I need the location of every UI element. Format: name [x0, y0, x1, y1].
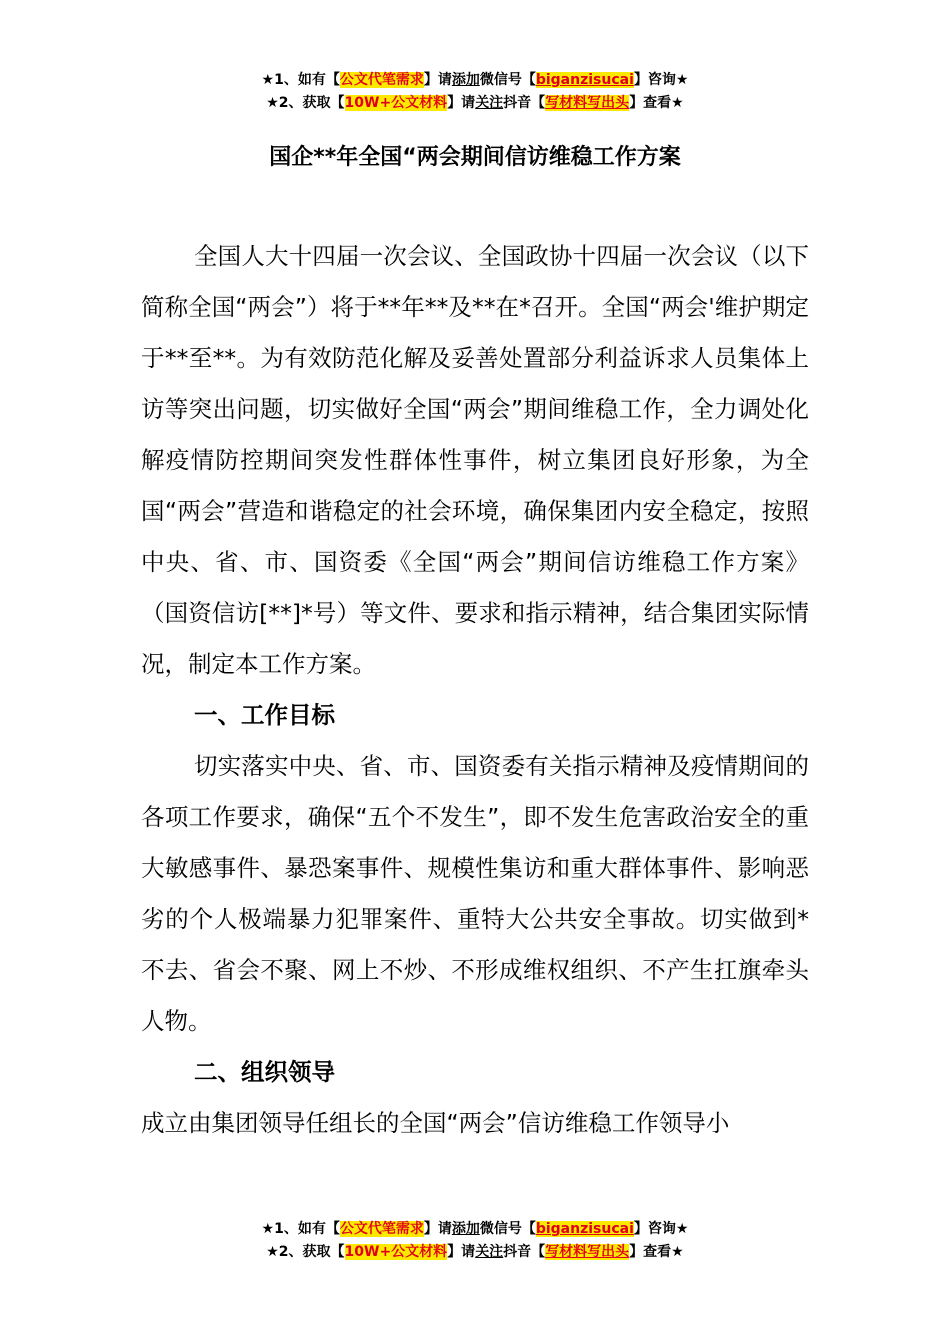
promo-underline-text: 添加	[451, 72, 480, 88]
promo-text: 】查看★	[629, 95, 684, 111]
heading-organization: 二、组织领导	[194, 1058, 335, 1086]
promo-text: ★2、获取【	[266, 95, 345, 111]
promo-text: 】请	[423, 72, 452, 88]
paragraph-intro: 全国人大十四届一次会议、全国政协十四届一次会议（以下简称全国“两会”）将于**年**及**在*召开。全国“两会'维护期定于**至**。为有效防范化解及妥善处置部分利益诉求人员集体上访等突出问题，切实做好全国“两会”期间维稳工作，全力调处化解疫情防控期间突发性群体性事件，树立集团良好形象，为全国“两会”营造和谐稳定的社会环境，确保集团内安全稳定，按照中央、省、市、国资委《全国“两会”期间信访维稳工作方案》（国资信访[**]*号）等文件、要求和指示精神，结合集团实际情况，制定本工作方案。	[141, 242, 809, 678]
promo-highlight: 公文代笔需求	[339, 72, 424, 88]
promo-highlight: 10W+公文材料	[344, 1244, 448, 1260]
promo-text: 抖音【	[503, 95, 546, 111]
promo-text: 】咨询★	[633, 72, 689, 88]
promo-text: ★1、如有【	[261, 72, 340, 88]
promo-banner-bottom	[0, 1218, 950, 1264]
paragraph-organization: 成立由集团领导任组长的全国“两会”信访维稳工作领导小	[141, 1109, 730, 1137]
promo-text: 】咨询★	[633, 1221, 689, 1237]
promo-douyin-id[interactable]: 写材料写出头	[545, 95, 630, 111]
promo-highlight: 公文代笔需求	[339, 1221, 424, 1237]
promo-text: 】请	[447, 1244, 476, 1260]
document-body	[141, 231, 809, 1149]
promo-text: 微信号【	[479, 72, 536, 88]
promo-text: 】请	[447, 95, 476, 111]
heading-work-goals: 一、工作目标	[194, 701, 335, 729]
promo-underline-text: 添加	[451, 1221, 480, 1237]
promo-line-2	[0, 1241, 950, 1264]
promo-line-1	[0, 69, 950, 92]
promo-banner-top	[0, 69, 950, 115]
promo-wechat-id[interactable]: biganzisucai	[535, 1221, 634, 1237]
promo-text: ★2、获取【	[266, 1244, 345, 1260]
paragraph-work-goals: 切实落实中央、省、市、国资委有关指示精神及疫情期间的各项工作要求，确保“五个不发生”，即不发生危害政治安全的重大敏感事件、暴恐案事件、规模性集访和重大群体事件、影响恶劣的个人极端暴力犯罪案件、重特大公共安全事故。切实做到*不去、省会不聚、网上不炒、不形成维权组织、不产生扛旗牵头人物。	[141, 752, 809, 1035]
promo-underline-text: 关注	[475, 95, 504, 111]
promo-highlight: 10W+公文材料	[344, 95, 448, 111]
promo-douyin-id[interactable]: 写材料写出头	[545, 1244, 630, 1260]
promo-text: ★1、如有【	[261, 1221, 340, 1237]
document-title: 国企**年全国“两会期间信访维稳工作方案	[269, 145, 681, 170]
promo-text: 】请	[423, 1221, 452, 1237]
promo-text: 微信号【	[479, 1221, 536, 1237]
promo-line-1	[0, 1218, 950, 1241]
promo-underline-text: 关注	[475, 1244, 504, 1260]
promo-text: 抖音【	[503, 1244, 546, 1260]
promo-wechat-id[interactable]: biganzisucai	[535, 72, 634, 88]
promo-text: 】查看★	[629, 1244, 684, 1260]
promo-line-2	[0, 92, 950, 115]
